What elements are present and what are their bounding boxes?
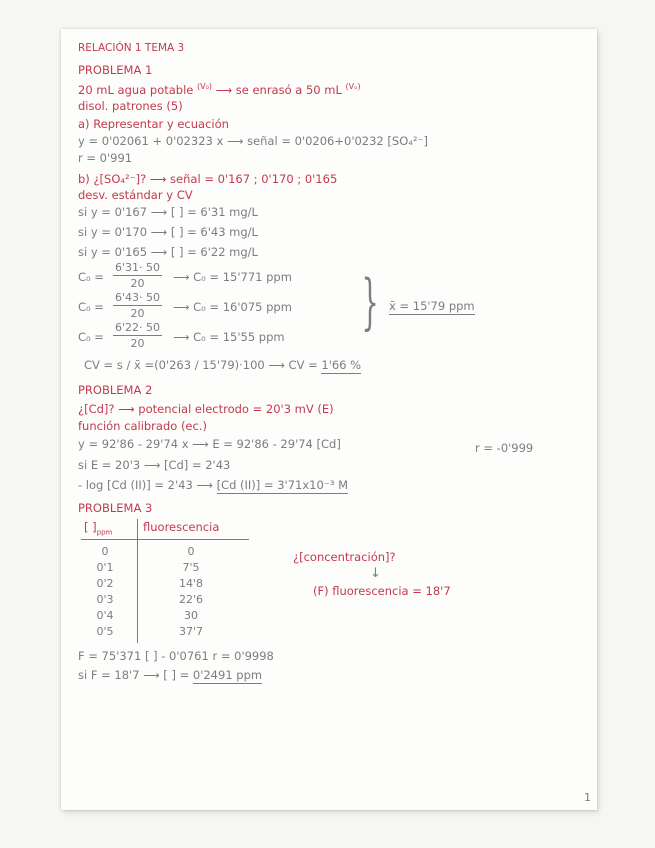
problem-3-title: PROBLEMA 3 — [78, 501, 153, 515]
statement-part-b: ⟶ se enrasó a 50 mL — [215, 83, 342, 97]
cv-formula: CV = s / x̄ =(0'263 / 15'79)·100 ⟶ CV = — [84, 358, 318, 372]
table-cell-fluorescence: 14'8 — [178, 577, 204, 590]
table-cell-concentration: 0'1 — [96, 561, 114, 574]
log-expression: - log [Cd (II)] = 2'43 ⟶ — [78, 478, 213, 492]
fraction-3 — [113, 321, 162, 350]
fraction-2-result: ⟶ C₀ = 16'075 ppm — [173, 300, 292, 314]
problem-3-equation: F = 75'371 [ ] - 0'0761 r = 0'9998 — [78, 649, 274, 663]
problem-1-statement — [78, 84, 361, 97]
part-a-title: a) Representar y ecuación — [78, 117, 229, 131]
fraction-2-denominator: 20 — [130, 307, 145, 320]
statement-sup-1: (V₀) — [197, 82, 212, 92]
page-heading: RELACIÓN 1 TEMA 3 — [78, 42, 185, 54]
mean-value-text: x̄ = 15'79 ppm — [389, 299, 475, 313]
correlation-value: r = 0'991 — [78, 151, 133, 165]
cv-line — [84, 359, 361, 372]
problem-3-fluorescence: (F) fluorescencia = 18'7 — [313, 584, 451, 598]
fraction-2 — [113, 291, 162, 320]
table-header-fluorescence: fluorescencia — [143, 520, 220, 534]
statement-part-a: 20 mL agua potable — [78, 83, 194, 97]
calc-line-1: si y = 0'167 ⟶ [ ] = 6'31 mg/L — [78, 205, 258, 219]
problem-1-title: PROBLEMA 1 — [78, 63, 153, 77]
substitution-text: si F = 18'7 ⟶ [ ] = — [78, 668, 190, 682]
problem-2-substitution: si E = 20'3 ⟶ [Cd] = 2'43 — [78, 458, 231, 472]
cv-result: 1'66 % — [321, 358, 362, 372]
fraction-2-numerator: 6'43· 50 — [115, 291, 161, 304]
problem-1-standards: disol. patrones (5) — [78, 99, 183, 113]
fraction-3-result: ⟶ C₀ = 15'55 ppm — [173, 330, 285, 344]
page-number: 1 — [584, 791, 591, 804]
part-b-title: b) ¿[SO₄²⁻]? ⟶ señal = 0'167 ; 0'170 ; 0'165 — [78, 172, 338, 186]
fraction-1-denominator: 20 — [130, 277, 145, 290]
fraction-1-result: ⟶ C₀ = 15'771 ppm — [173, 270, 292, 284]
table-header-concentration — [84, 521, 112, 539]
statement-sup-2: (Vₒ) — [345, 82, 361, 92]
col-1-sub: ppm — [96, 528, 113, 537]
table-cell-fluorescence: 22'6 — [178, 593, 204, 606]
table-cell-concentration: 0'3 — [96, 593, 114, 606]
problem-2-question: ¿[Cd]? ⟶ potencial electrodo = 20'3 mV (E) — [78, 402, 334, 416]
right-brace: } — [361, 267, 379, 337]
table-cell-fluorescence: 37'7 — [178, 625, 204, 638]
table-cell-fluorescence: 30 — [184, 609, 198, 622]
regression-equation: y = 0'02061 + 0'02323 x ⟶ señal = 0'0206+0'0232 [SO₄²⁻] — [78, 134, 429, 148]
table-cell-concentration: 0'5 — [96, 625, 114, 638]
problem-2-equation: y = 92'86 - 29'74 x ⟶ E = 92'86 - 29'74 [Cd] — [78, 437, 341, 451]
problem-2-calibration: función calibrado (ec.) — [78, 419, 207, 433]
calc-line-3: si y = 0'165 ⟶ [ ] = 6'22 mg/L — [78, 245, 258, 259]
c0-label-1: C₀ = — [78, 270, 104, 284]
table-cell-fluorescence: 7'5 — [182, 561, 200, 574]
table-cell-concentration: 0'2 — [96, 577, 114, 590]
c0-label-3: C₀ = — [78, 330, 104, 344]
notebook-page — [61, 29, 597, 810]
problem-3-question: ¿[concentración]? — [293, 550, 396, 564]
mean-value — [389, 300, 475, 313]
table-cell-fluorescence: 0 — [187, 545, 195, 558]
fraction-3-denominator: 20 — [130, 337, 145, 350]
problem-3-substitution — [78, 669, 262, 682]
fraction-1 — [113, 261, 162, 290]
col-1-header: [ ] — [84, 520, 97, 534]
c0-label-2: C₀ = — [78, 300, 104, 314]
table-cell-concentration: 0'4 — [96, 609, 114, 622]
substitution-result: 0'2491 ppm — [192, 668, 263, 682]
down-arrow-icon: ↓ — [370, 566, 381, 581]
calc-line-2: si y = 0'170 ⟶ [ ] = 6'43 mg/L — [78, 225, 258, 239]
problem-2-r: r = -0'999 — [475, 441, 534, 455]
part-b-subtitle: desv. estándar y CV — [78, 188, 193, 202]
problem-2-title: PROBLEMA 2 — [78, 383, 153, 397]
fraction-1-numerator: 6'31· 50 — [115, 261, 161, 274]
problem-2-log-line — [78, 479, 348, 492]
table-cell-concentration: 0 — [101, 545, 109, 558]
log-result: [Cd (II)] = 3'71x10⁻³ M — [216, 478, 349, 492]
fraction-3-numerator: 6'22· 50 — [115, 321, 161, 334]
table-column-rule — [137, 519, 138, 643]
table-header-rule — [81, 539, 249, 540]
